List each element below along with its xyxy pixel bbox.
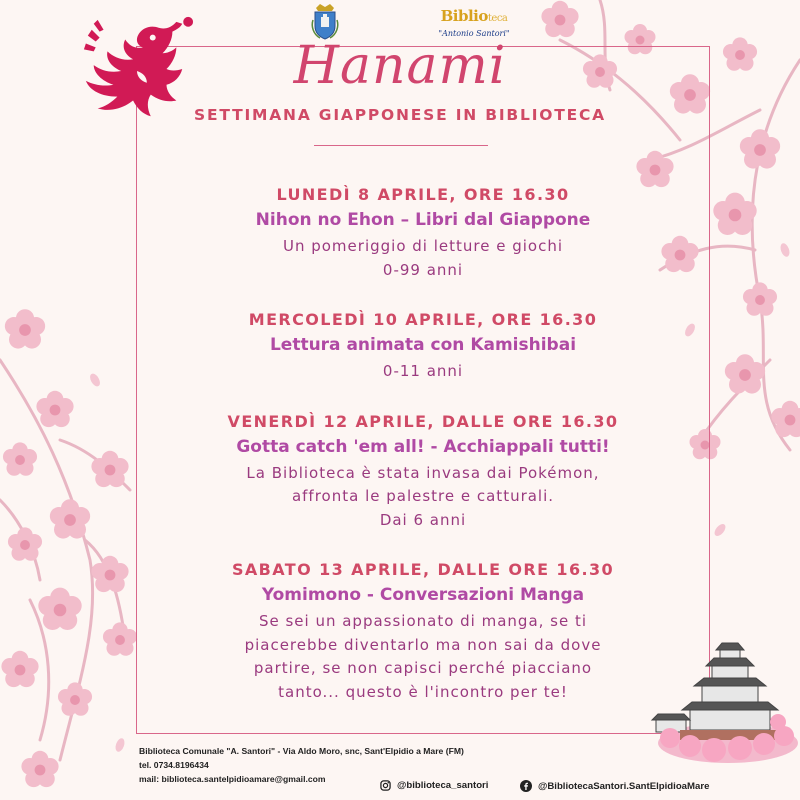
event-item: [136, 411, 710, 533]
event-description: [136, 235, 710, 282]
municipal-crest-icon: [310, 2, 340, 40]
events-list: [136, 184, 710, 731]
event-item: [136, 309, 710, 384]
footer-email[interactable]: mail: biblioteca.santelpidioamare@gmail.com: [139, 774, 326, 784]
event-item: [136, 559, 710, 704]
event-date: SABATO 13 APRILE, DALLE ORE 16.30: [231, 560, 615, 579]
instagram-handle[interactable]: @biblioteca_santori: [397, 780, 489, 791]
event-description-line: partire, se non capisci perché piacciano: [253, 659, 593, 677]
event-title: Nihon no Ehon – Libri dal Giappone: [255, 210, 591, 230]
facebook-handle[interactable]: @BibliotecaSantori.SantElpidioaMare: [538, 780, 710, 792]
event-description-line: tanto... questo è l'incontro per te!: [278, 682, 568, 701]
instagram-icon: [380, 780, 391, 791]
event-description-line: Un pomeriggio di letture e giochi: [282, 237, 564, 255]
event-description-line: Se sei un appassionato di manga, se ti: [258, 612, 588, 630]
facebook-icon: [520, 780, 532, 792]
event-description: [136, 610, 710, 704]
event-description-line: piacerebbe diventarlo ma non sai da dove: [244, 635, 602, 654]
japanese-castle-icon: [650, 638, 800, 763]
logo-main-text: Biblio: [440, 7, 488, 25]
event-title: Yomimono - Conversazioni Manga: [261, 585, 585, 605]
event-description-line: 0-99 anni: [382, 260, 464, 279]
facebook-link[interactable]: [520, 780, 709, 792]
instagram-link[interactable]: [380, 780, 488, 791]
event-description: [136, 462, 710, 533]
event-date: VENERDÌ 12 APRILE, DALLE ORE 16.30: [227, 411, 619, 431]
event-title: Lettura animata con Kamishibai: [269, 335, 577, 355]
event-item: [136, 184, 710, 282]
event-description-line: La Biblioteca è stata invasa dai Pokémon,: [246, 463, 600, 482]
event-description-line: Dai 6 anni: [379, 510, 467, 529]
event-date: LUNEDÌ 8 APRILE, ORE 16.30: [276, 185, 570, 204]
event-description-line: 0-11 anni: [382, 362, 464, 380]
event-title: Gotta catch 'em all! - Acchiappali tutti!: [236, 436, 610, 457]
footer-phone: tel. 0734.8196434: [139, 760, 209, 770]
page-subtitle: SETTIMANA GIAPPONESE IN BIBLIOTECA: [194, 106, 606, 124]
event-description: [136, 360, 710, 384]
event-date: MERCOLEDÌ 10 APRILE, ORE 16.30: [248, 310, 598, 329]
title-divider: [314, 145, 488, 146]
event-description-line: affronta le palestre e catturali.: [291, 487, 555, 505]
page-title: Hanami: [293, 36, 507, 96]
logo-subtitle: "Antonio Santori": [438, 29, 510, 38]
footer-address: Biblioteca Comunale "A. Santori" - Via Aldo Moro, snc, Sant'Elpidio a Mare (FM): [139, 746, 464, 756]
logo-teca-text: teca: [487, 13, 508, 24]
